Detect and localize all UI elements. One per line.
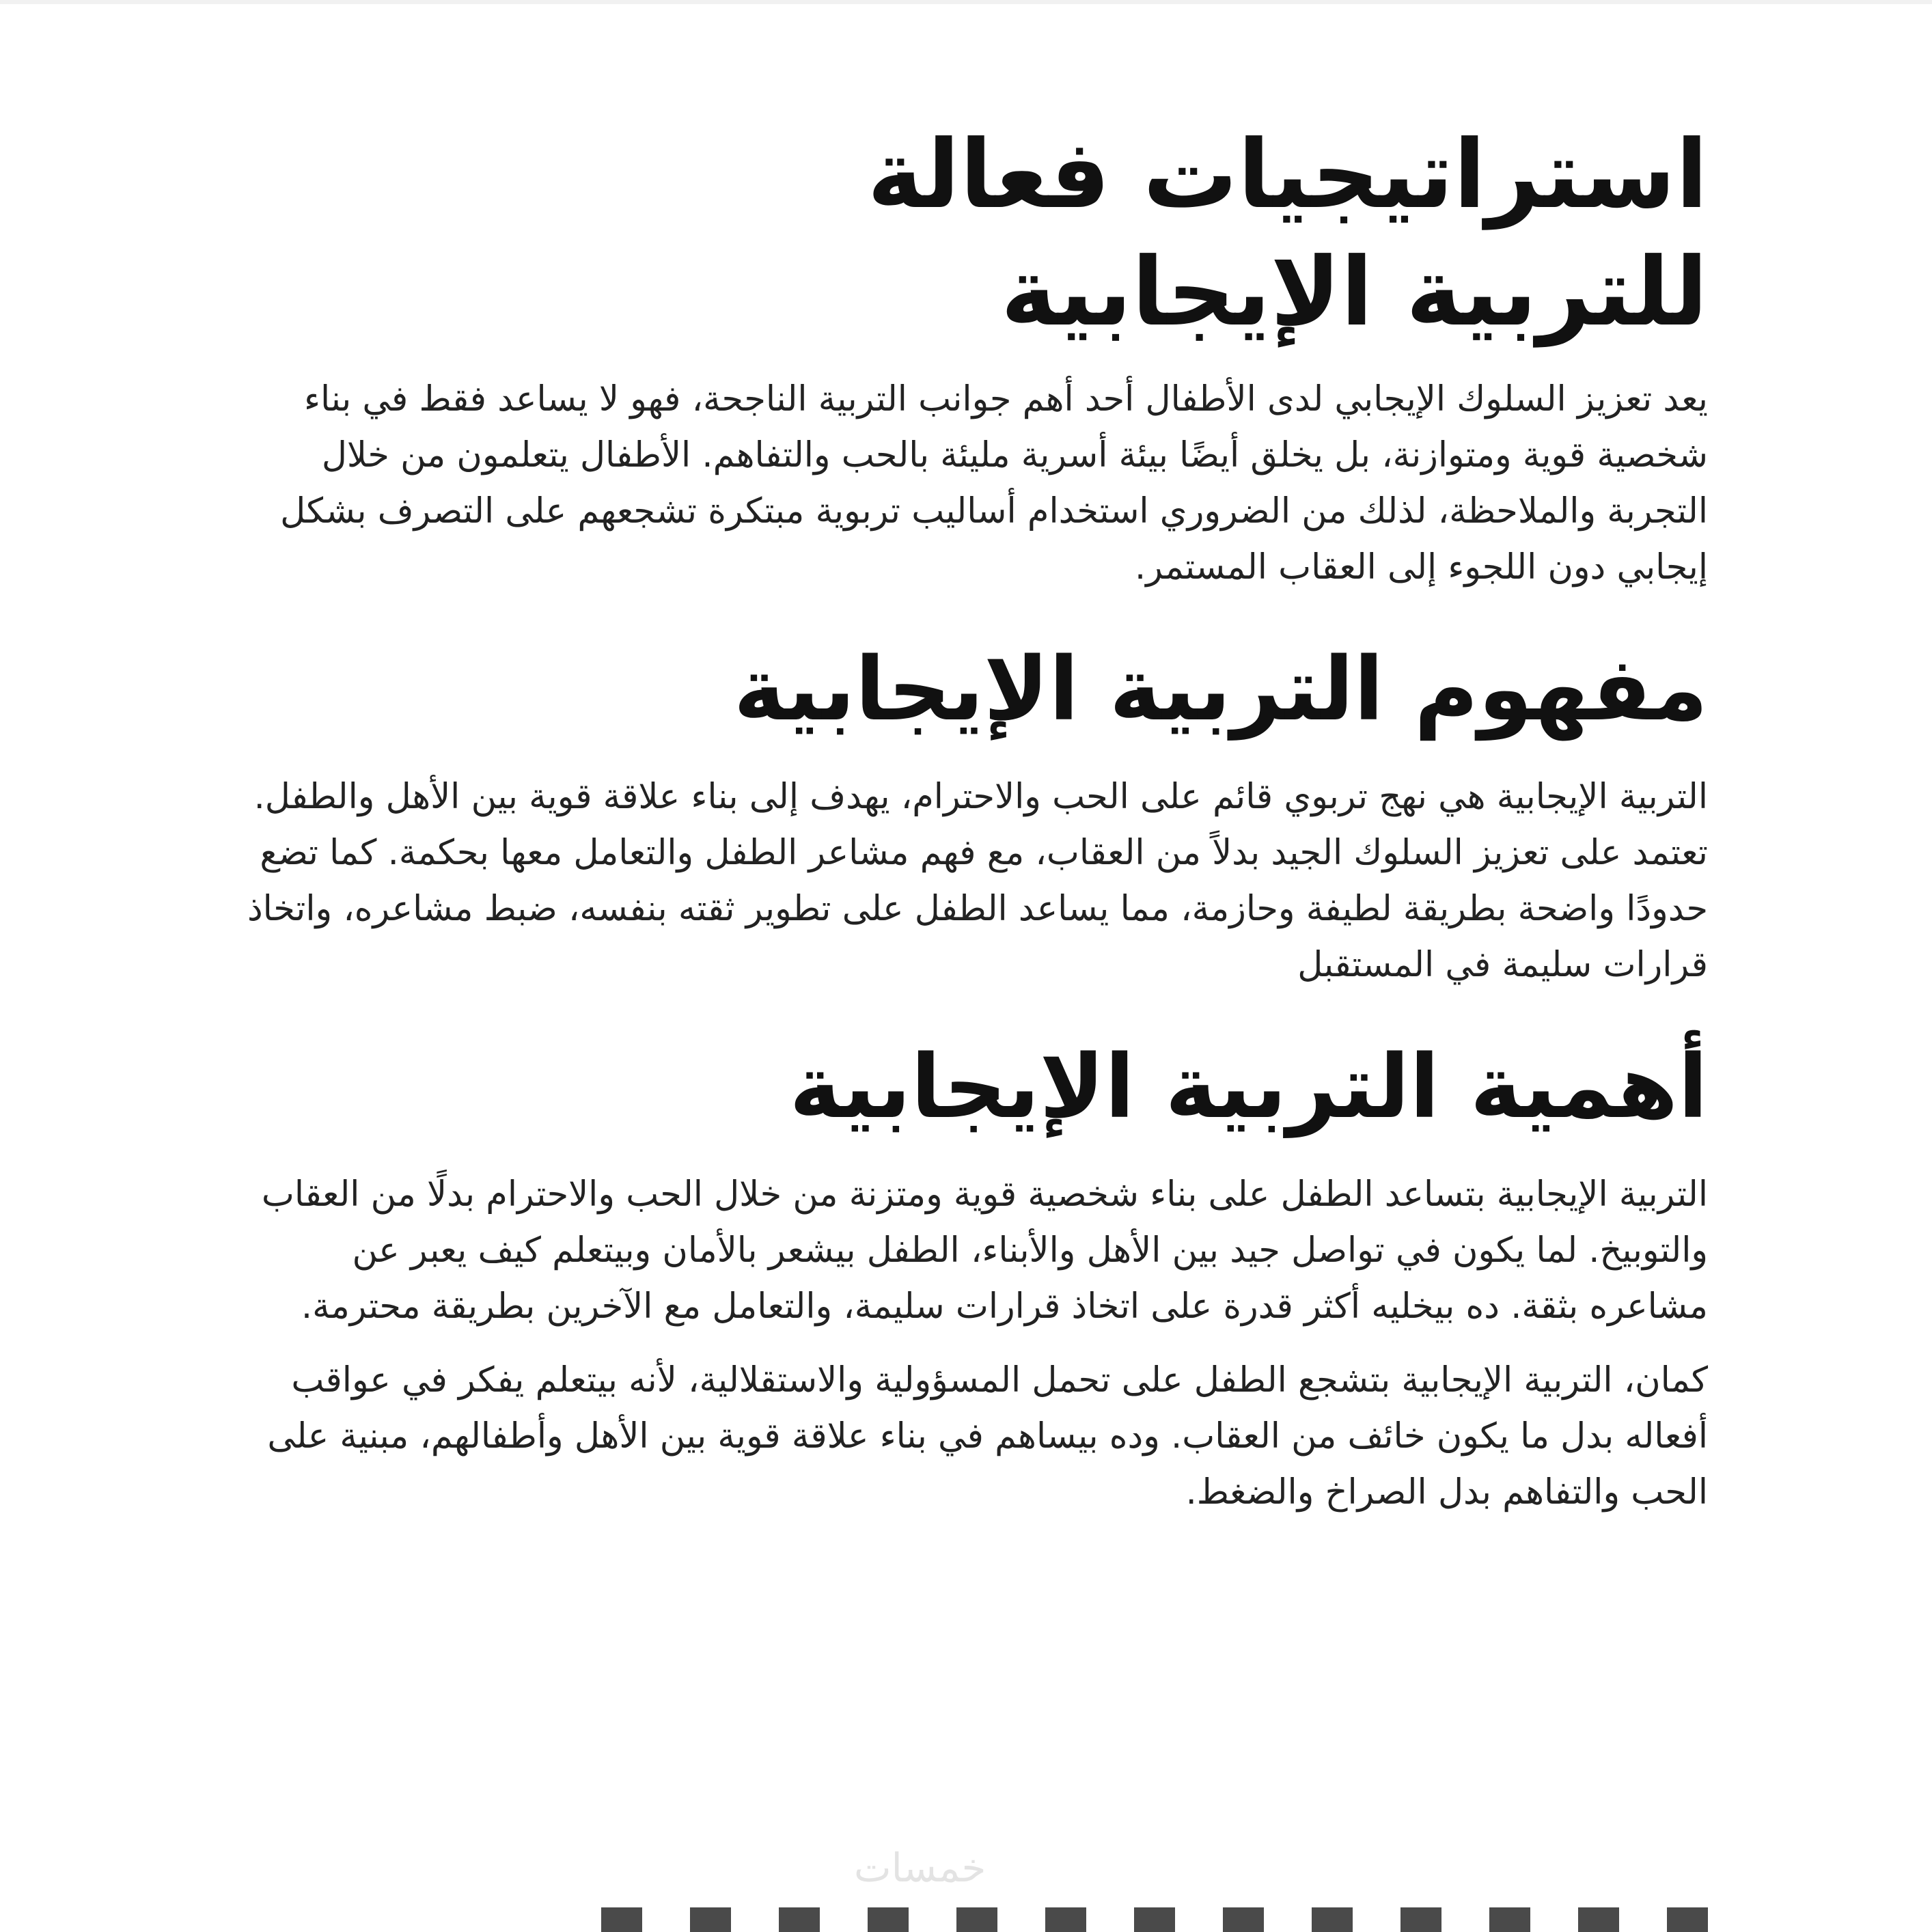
- section-paragraph: التربية الإيجابية هي نهج تربوي قائم على الحب والاحترام، يهدف إلى بناء علاقة قوية بين الأهل والطفل. تعتمد على تعزيز السلوك الجيد بدلاً من العقاب، مع فهم مشاعر الطفل والتعامل معها بحكمة. كما تضع حدودًا واضحة بطريقة لطيفة وحازمة، مما يساعد الطفل على تطوير ثقته بنفسه، ضبط مشاعره، واتخاذ قرارات سليمة في المستقبل: [247, 777, 1708, 985]
- section-importance: [225, 1029, 1708, 1521]
- document-title: استراتيجيات فعالة للتربية الإيجابية: [867, 120, 1708, 347]
- document-page: [225, 116, 1708, 1538]
- section-paragraph: التربية الإيجابية بتساعد الطفل على بناء شخصية قوية ومتزنة من خلال الحب والاحترام بدلًا من العقاب والتوبيخ. لما يكون في تواصل جيد بين الأهل والأبناء، الطفل بيشعر بالأمان وبيتعلم كيف يعبر عن مشاعره بثقة. ده بيخليه أكثر قدرة على اتخاذ قرارات سليمة، والتعامل مع الآخرين بطريقة محترمة.: [261, 1174, 1708, 1327]
- cut-off-next-heading: [601, 1907, 1708, 1932]
- intro-paragraph: يعد تعزيز السلوك الإيجابي لدى الأطفال أحد أهم جوانب التربية الناجحة، فهو لا يساعد فقط في بناء شخصية قوية ومتوازنة، بل يخلق أيضًا بيئة أسرية مليئة بالحب والتفاهم. الأطفال يتعلمون من خلال التجربة والملاحظة، لذلك من الضروري استخدام أساليب تربوية مبتكرة تشجعهم على التصرف بشكل إيجابي دون اللجوء إلى العقاب المستمر.: [280, 379, 1708, 588]
- section-heading-concept: مفهوم التربية الإيجابية: [733, 639, 1708, 741]
- section-concept: [225, 631, 1708, 993]
- section-heading-importance: أهمية التربية الإيجابية: [789, 1036, 1708, 1138]
- watermark-logo: خمسات: [854, 1845, 986, 1891]
- section-paragraph: كمان، التربية الإيجابية بتشجع الطفل على تحمل المسؤولية والاستقلالية، لأنه بيتعلم يفكر في عواقب أفعاله بدل ما يكون خائف من العقاب. وده بيساهم في بناء علاقة قوية بين الأهل وأطفالهم، مبنية على الحب والتفاهم بدل الصراخ والضغط.: [267, 1360, 1708, 1513]
- page-top-edge: [0, 0, 1932, 4]
